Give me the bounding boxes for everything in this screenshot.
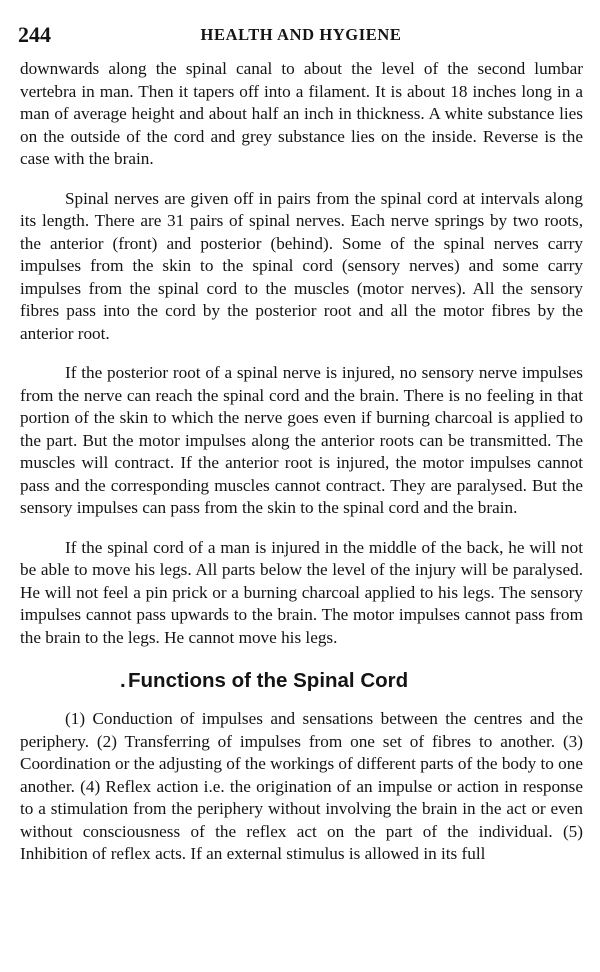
- paragraph-continued: downwards along the spinal canal to about the level of the second lumbar vertebra in man. Then it tapers off into a filament. It is about 18 inches long in a man of average height and about half an inch in thickness. A white substance lies on the outside of the cord and grey substance lies on the inside. Reverse is the case with the brain.: [20, 59, 583, 168]
- heading-bullet: .: [120, 669, 126, 692]
- page-number: 244: [18, 22, 51, 47]
- page-body: [20, 58, 583, 866]
- paragraph-posterior-root-injury: If the posterior root of a spinal nerve is injured, no sensory nerve impulses from the nerve can reach the spinal cord and the brain. There is no feeling in that portion of the skin to which the nerve goes even if burning charcoal is applied to the part. But the motor impulses along the anterior roots can be transmitted. The muscles will contract. If the anterior root is injured, the motor impulses cannot pass and the corresponding muscles cannot contract. They are paralysed. But the sensory impulses can pass from the skin to the spinal cord and the brain.: [20, 363, 583, 517]
- section-heading: [20, 666, 583, 696]
- section-heading-text: Functions of the Spinal Cord: [128, 669, 409, 692]
- page-header: [18, 22, 584, 50]
- paragraph-spinal-cord-injury: If the spinal cord of a man is injured in the middle of the back, he will not be able to move his legs. All parts below the level of the injury will be paralysed. He will not feel a pin prick or a burning charcoal applied to his legs. The sensory impulses cannot pass upwards to the brain. The motor impulses cannot pass from the brain to the legs. He cannot move his legs.: [20, 537, 583, 647]
- running-head: HEALTH AND HYGIENE: [200, 25, 402, 44]
- paragraph-functions: (1) Conduction of impulses and sensations between the centres and the periphery. (2) Transferring of impulses from one set of fibres to another. (3) Coordination or the adjusting of the workings of different parts of the body to one another. (4) Reflex action i.e. the origination of an impulse or action in response to a stimulation from the periphery without involving the brain in the act or even without consciousness of the reflex act on the part of the individual. (5) Inhibition of reflex acts. If an external stimulus is allowed in its full: [20, 709, 583, 863]
- paragraph-spinal-nerves: Spinal nerves are given off in pairs from the spinal cord at intervals along its length. There are 31 pairs of spinal nerves. Each nerve springs by two roots, the anterior (front) and posterior (behind). Some of the spinal nerves carry impulses from the skin to the spinal cord (sensory nerves) and some carry impulses from the spinal cord to the muscles (motor nerves). All the sensory fibres pass into the cord by the posterior root and all the motor fibres by the anterior root.: [20, 188, 583, 343]
